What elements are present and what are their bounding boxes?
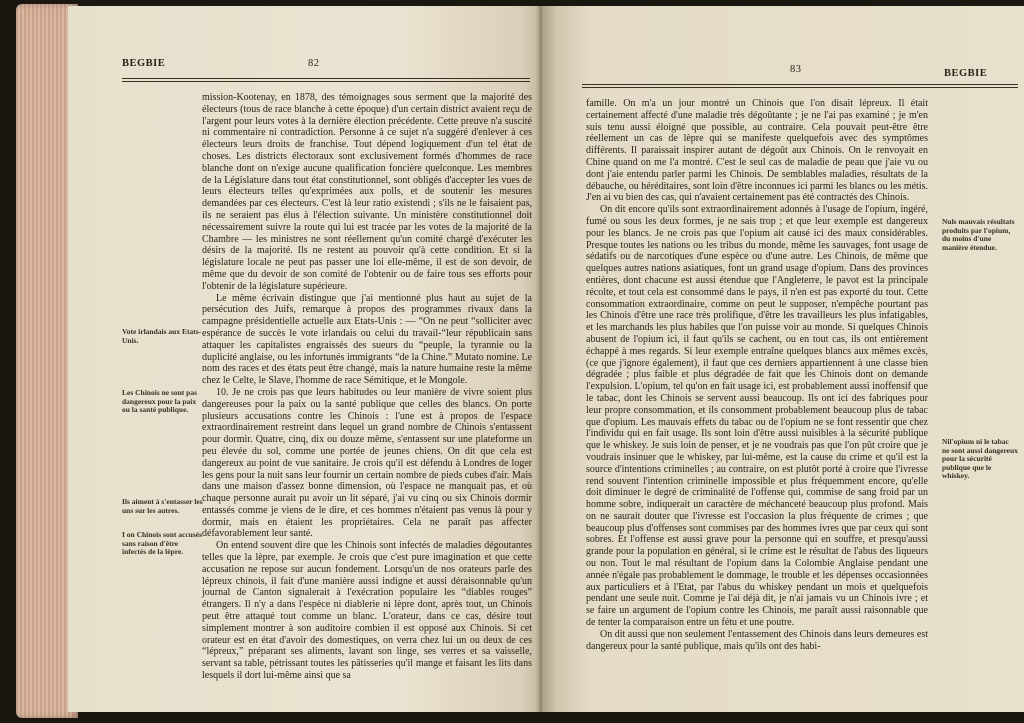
open-book [6,4,1020,718]
paragraph: Le même écrivain distingue que j'ai mentionné plus haut au sujet de la persécution des Juifs, remarque à propos des programmes rivaux dans la campagne présidentielle actuelle aux Etats-Unis : — “On ne peut “solliciter avec espérance de succès le vote irlandais ou celui du travail-“leur républicain sans attaquer les capitalistes engraissés des sueurs du “peuple, la tyrannie ou la duplicité anglaise, ou les infortunés immigrants “de la Chine.” Mutato nomine. Le nom des races et des états peut être changé, mais la nature humaine reste la même chez le Celte, le Slave, l'homme de race Sémitique, et le Mongole. [202,292,532,387]
left-page [68,6,542,712]
paragraph: mission-Kootenay, en 1878, des témoignages sous serment que la majorité des électeurs (tous de race blanche à cette époque) d'un certain district avaient reçu de l'argent pour leurs votes à la dernière élection précédente. Cette preuve n'a suscité ni commentaire ni contradiction. Personne à ce sujet n'a suggéré d'enlever à ces électeurs leurs droits de franchise. Tout dépend logiquement d'un tel état de choses. Les districts électoraux sont exclusivement formés d'hommes de race blanche dont on n'exige aucune qualification foncière quelconque. Les membres de la Législature dans tout état constitutionnel, sont obligés d'accepter les vues de leurs électeurs telles qu'exprimées aux polls, et de soutenir les mesures demandées par ces électeurs. C'est là leur ratio existendi ; s'ils ne le faisaient pas, ils ne seraient pas élus à l'élection suivante. Un ministère constitutionnel doit nécessairement suivre la route qui lui est tracée par les votes de la majorité de la Chambre — les ministres ne sont réellement qu'un comité chargé d'exécuter les désirs de la majorité. Ils ne restent au pouvoir qu'à cette condition. Et si la législature locale ne peut pas passer une loi elle-même, il est de son devoir, de même que du devoir de son comité de l'obtenir ou de faire tous ses efforts pour l'obtenir de la législature supérieure. [202,92,532,292]
header-rule-left [122,78,530,82]
paragraph: On dit encore qu'ils sont extraordinairement adonnés à l'usage de l'opium, ingéré, fumé ou sous les deux formes, je ne sais trop ; et que leur exemple est dangereux pour les blancs. Je ne crois pas que l'opium ait causé ici des maux considérables. Presque toutes les nations ou les tribus du monde, même les sauvages, font usage de sédatifs ou de narcotiques d'une espèce ou d'une autre. Les Chinois, de même que quelques autres nations asiatiques, font un grand usage d'opium. Dans des provinces entières, dont chacune est aussi étendue que l'Angleterre, le pavot est la principale récolte, et tout cela est consommé dans le pays, il n'en est pas exporté du tout. Cette consommation extraordinaire, comme on peut le supposer, n'empêche pourtant pas les Chinois d'être une race très prolifique, d'être les travailleurs les plus infatigables, et les marchands les plus habiles que l'on puisse voir au monde. Si quelques Chinois abusent de l'opium ici, il faut qu'ils se cachent, ou en tout cas, ils ont entièrement échappé à mes regards. Si leur exemple entraîne quelques blancs aux mêmes excès, (ce que j'ignore également), il faut que ces derniers appartiennent à une classe bien dégradée ; plus faible et plus dégradée de fait que les Chinois dont on demande l'expulsion. L'opium, tel qu'on en fait usage ici, est probablement aussi inoffensif que le tabac, dont les Chinois se servent aussi beaucoup. Ils ont ici des fabriques pour leur propre consommation, et ils consomment probablement beaucoup plus de tabac que d'opium. Les mauvais effets du tabac ou de l'opium ne se font ressentir que chez l'individu qui en fait usage. Ils sont loin d'être aussi nuisibles à la sécurité publique que le whiskey. Je suis loin de penser, et je ne voudrais pas que l'on pût croire que je voudrais insinuer que le whiskey, par lui-même, est la cause du crime et qu'il est la source d'intentions criminelles ; au contraire, on est plutôt porté à croire que l'ivresse rend souvent l'intention criminelle impossible et plus fréquemment encore, qu'elle doit diminuer le degré de criminalité de l'offense qui, commise de sang froid par un homme sobre, indiquerait un caractère de méchanceté beaucoup plus profond. Mais on ne saurait douter que l'ivresse est l'occasion la plus fréquente de crimes ; que beaucoup plus d'offenses sont commises par des hommes ivres que par ceux qui sont sobres. Et l'offense est aussi grave pour la personne qui en souffre, et presqu'aussi grande pour la population en général, si le crime est le résultat de l'abus des liqueurs ou non. Tout le mal résultant de l'opium dans la Colombie Anglaise pendant une année n'égale pas probablement le dommage, le trouble et les dépenses occasionnées aux particuliers et à l'Etat, par l'abus du whiskey pendant un mois et quelquefois pendant une seule nuit. Comme je l'ai déjà dit, je n'ai jamais vu un Chinois ivre ; et se faire un argument de l'opium contre les Chinois, me paraît aussi raisonnable que de tenter la comparaison entre un fétu et une poutre. [586,204,928,629]
margin-note: Vote irlandais aux Etats-Unis. [122,327,202,345]
page-number-left: 82 [308,58,320,69]
paragraph: On dit aussi que non seulement l'entassement des Chinois dans leurs demeures est dangereux pour la santé publique, mais qu'ils ont des habi- [586,628,928,652]
running-head-right: BEGBIE [944,68,988,79]
margin-note: Nuls mauvais résultats produits par l'opium, du moins d'une manière étendue. [942,217,1015,252]
margin-note: Les Chinois ne sont pas dangereux pour la paix ou la santé publique. [122,388,198,415]
header-rule-right [582,84,1018,88]
paragraph: famille. On m'a un jour montré un Chinois que l'on disait lépreux. Il était certainement affecté d'une maladie très dégoûtante ; je ne l'ai pas examiné ; je m'en suis tenu aussi éloigné que possible, au contraire. Cela pouvait peut-être être réellement un cas de lèpre qui se manifeste quelquefois avec des symptômes différents. Il paraissait inspirer autant de dégoût aux Chinois. On le renvoyait en Chine quand on me l'a montré. C'est le seul cas de maladie de peau que j'aie vu ou dont j'aie entendu parler parmi les Chinois. De semblables maladies, résultats de la débauche, ou héréditaires, sont loin d'être inconnues ici parmi les blancs ou les métis. J'en ai vu bien des cas, qui n'avaient certainement pas été contractés des Chinois. [586,98,928,204]
paragraph: On entend souvent dire que les Chinois sont infectés de maladies dégoutantes telles que la lèpre, par exemple. Je crois que c'est pure imagination et que cette accusation ne repose sur aucun fondement. Lorsqu'un de nos orateurs parle des lépreux chinois, il fait d'une manière aussi indigne et aussi déraisonnable qu'un journal de Canton signalerait à l'exécration populaire les “diables rouges” étrangers. Il n'y a dans l'espèce ni diablerie ni lèpre dont, après tout, un Chinois peut être attaqué tout comme un blanc. L'orateur, dans ce cas, désire tout simplement montrer à son auditoire combien il est opposé aux Chinois. Si cet orateur est en état d'avoir des domestiques, on verra chez lui un ou deux de ces “lépreux,” préparant ses aliments, lavant son linge, ses verres et sa vaisselle, servant sa table, pétrissant toutes les pâtisseries qu'il mange et faisant les lits dans lesquels il dort lui-même ainsi que sa [202,540,532,682]
paragraph: 10. Je ne crois pas que leurs habitudes ou leur manière de vivre soient plus dangereuses pour la paix ou la santé publique que celles des blancs. On porte plusieurs accusations contre les Chinois : l'une est à propos de l'espace extraordinairement restreint dans lequel un grand nombre de Chinois s'entassent pour dormir. Quatre, cinq, dix ou douze même, s'entassent sur une plateforme un peu élevée du sol, comme une portée de jeunes chiens. On dit que cela est dangereux au point de vue sanitaire. Je crois qu'il est défendu à Londres de loger les gens pour la nuit sans leur fournir un certain nombre de pieds cubes d'air. Mais dans une maison d'assez bonne dimension, où l'espace ne manquait pas, et où chaque personne aurait pu avoir un lit séparé, j'ai vu cinq ou six Chinois dormir entassés comme je viens de le dire, et ces hommes n'étaient pas venus là pour y dormir, mais en étaient les propriétaires. Cela ne paraît pas affecter défavorablement leur santé. [202,386,532,540]
right-page [542,6,1024,712]
page-number-right: 83 [790,64,802,75]
margin-note: Ils aiment à s'entasser les uns sur les autres. [122,497,203,515]
left-page-text [202,92,532,708]
margin-note: Nil'opium ni le tabac ne sont aussi dangereux pour la sécurité publique que le whiskey. [942,437,1018,481]
margin-note: I on Chinois sont accusés sans raison d'être infectés de la lèpre. [122,530,203,557]
right-page-text [586,98,928,708]
running-head-left: BEGBIE [122,58,166,69]
